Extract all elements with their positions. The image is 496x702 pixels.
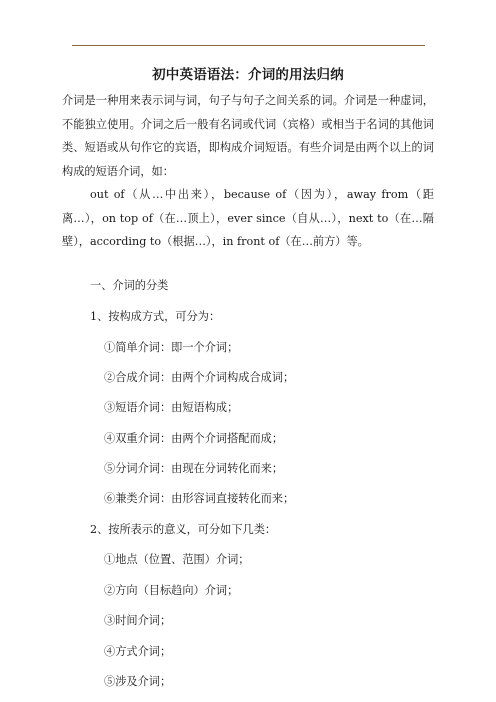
header-rule: [72, 45, 425, 46]
list-item: ③时间介词；: [104, 614, 172, 627]
list-item: ④双重介词：由两个介词搭配而成；: [104, 432, 284, 445]
list-item: ⑤分词介词：由现在分词转化而来；: [104, 462, 284, 475]
list-item: ④方式介词；: [104, 645, 172, 658]
list-item: ①简单介词：即一个介词；: [104, 341, 239, 354]
subsection-heading: 1、按构成方式，可分为：: [90, 310, 221, 323]
list-item: ③短语介词：由短语构成；: [104, 401, 239, 414]
examples-paragraph: out of（从…中出来），because of（因为），away from（距离…），on top of（在…顶上），ever since（自从…），next to（在…隔壁），according to（根据…），in front of（在…前方）等。: [62, 188, 434, 248]
list-item: ⑤涉及介词；: [104, 675, 172, 688]
list-item: ②合成介词：由两个介词构成合成词；: [104, 371, 295, 384]
section-heading: 一、介词的分类: [90, 279, 169, 292]
page-title: 初中英语语法：介词的用法归纳: [152, 67, 344, 83]
list-item: ②方向（目标趋向）介词；: [104, 584, 239, 597]
list-item: ⑥兼类介词：由形容词直接转化而来；: [104, 492, 295, 505]
intro-paragraph: 介词是一种用来表示词与词，句子与句子之间关系的词。介词是一种虚词，不能独立使用。介词之后一般有名词或代词（宾格）或相当于名词的其他词类、短语或从句作它的宾语，即构成介词短语。有些介词是由两个以上的词构成的短语介词，如：: [62, 94, 434, 178]
subsection-heading: 2、按所表示的意义，可分如下几类：: [90, 523, 277, 536]
list-item: ①地点（位置、范围）介词；: [104, 553, 250, 566]
